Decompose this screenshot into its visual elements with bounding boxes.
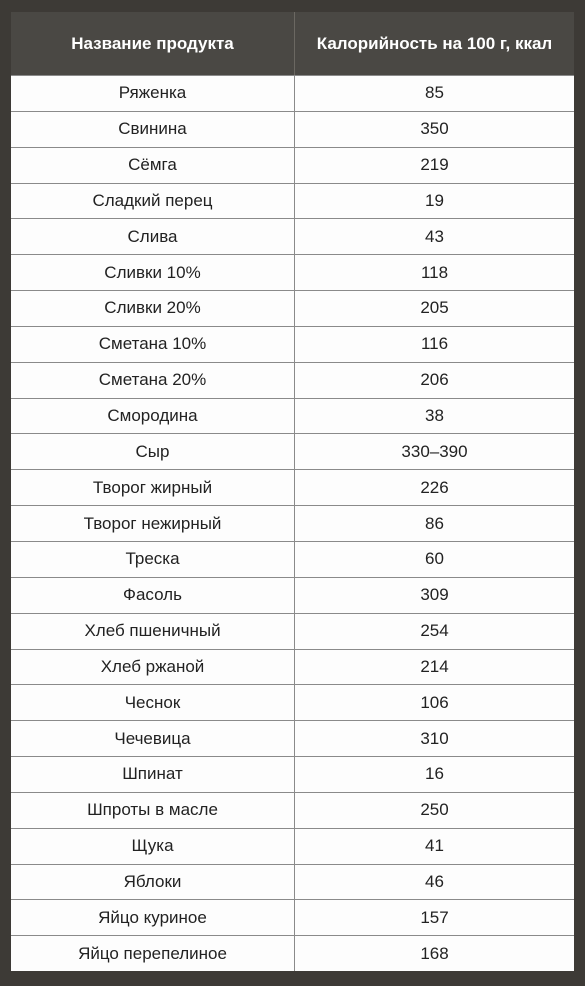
calories-cell: 206 — [420, 370, 449, 390]
calories-cell: 309 — [420, 585, 449, 605]
table-row — [11, 756, 574, 792]
calories-cell: 46 — [425, 871, 444, 891]
table-row — [11, 218, 574, 254]
table-row — [11, 111, 574, 147]
calories-cell: 205 — [420, 298, 449, 318]
table-row — [11, 577, 574, 613]
calories-cell: 157 — [420, 907, 449, 927]
table-row — [11, 899, 574, 935]
product-name-cell: Хлеб пшеничный — [11, 614, 295, 649]
calories-cell: 310 — [420, 728, 449, 748]
table-body — [11, 75, 574, 971]
calories-cell: 16 — [425, 764, 444, 784]
table-row — [11, 505, 574, 541]
calories-cell: 19 — [425, 190, 444, 210]
product-name-cell: Ряженка — [11, 76, 295, 111]
table-row — [11, 147, 574, 183]
product-name-cell: Яйцо перепелиное — [11, 936, 295, 971]
calories-cell: 43 — [425, 226, 444, 246]
product-name-cell: Слива — [11, 219, 295, 254]
calories-cell: 116 — [420, 334, 449, 354]
calories-cell: 219 — [420, 155, 449, 175]
product-name-cell: Творог нежирный — [11, 506, 295, 541]
product-name-cell: Чечевица — [11, 721, 295, 756]
table-row — [11, 326, 574, 362]
product-name-cell: Сладкий перец — [11, 184, 295, 219]
table-row — [11, 469, 574, 505]
table-row — [11, 720, 574, 756]
calories-cell: 60 — [425, 549, 444, 569]
product-name-cell: Сыр — [11, 434, 295, 469]
calories-cell: 214 — [420, 656, 449, 676]
table-row — [11, 935, 574, 971]
calories-cell: 350 — [420, 119, 449, 139]
header-product-name: Название продукта — [11, 12, 295, 75]
product-name-cell: Яйцо куриное — [11, 900, 295, 935]
product-name-cell: Сливки 10% — [11, 255, 295, 290]
table-row — [11, 828, 574, 864]
calories-cell: 41 — [425, 836, 444, 856]
table-row — [11, 183, 574, 219]
table-row — [11, 864, 574, 900]
table-header — [11, 12, 574, 75]
product-name-cell: Щука — [11, 829, 295, 864]
calories-cell: 168 — [420, 943, 449, 963]
product-name-cell: Хлеб ржаной — [11, 650, 295, 685]
product-name-cell: Шпроты в масле — [11, 793, 295, 828]
table-row — [11, 613, 574, 649]
product-name-cell: Фасоль — [11, 578, 295, 613]
product-name-cell: Треска — [11, 542, 295, 577]
calories-cell: 85 — [425, 83, 444, 103]
product-name-cell: Смородина — [11, 399, 295, 434]
calories-cell: 86 — [425, 513, 444, 533]
calorie-table — [11, 12, 574, 971]
product-name-cell: Творог жирный — [11, 470, 295, 505]
product-name-cell: Сметана 10% — [11, 327, 295, 362]
product-name-cell: Сметана 20% — [11, 363, 295, 398]
product-name-cell: Яблоки — [11, 865, 295, 900]
calories-cell: 38 — [425, 406, 444, 426]
product-name-cell: Свинина — [11, 112, 295, 147]
calories-cell: 330–390 — [401, 441, 468, 461]
table-row — [11, 362, 574, 398]
table-row — [11, 75, 574, 111]
table-row — [11, 290, 574, 326]
table-row — [11, 649, 574, 685]
product-name-cell: Сёмга — [11, 148, 295, 183]
table-row — [11, 684, 574, 720]
calories-cell: 118 — [420, 262, 449, 282]
product-name-cell: Чеснок — [11, 685, 295, 720]
table-row — [11, 433, 574, 469]
calories-cell: 106 — [420, 692, 449, 712]
table-row — [11, 254, 574, 290]
table-row — [11, 541, 574, 577]
table-row — [11, 398, 574, 434]
product-name-cell: Шпинат — [11, 757, 295, 792]
table-row — [11, 792, 574, 828]
calories-cell: 250 — [420, 800, 449, 820]
header-calories: Калорийность на 100 г, ккал — [316, 33, 553, 53]
calories-cell: 226 — [420, 477, 449, 497]
calories-cell: 254 — [420, 621, 449, 641]
product-name-cell: Сливки 20% — [11, 291, 295, 326]
